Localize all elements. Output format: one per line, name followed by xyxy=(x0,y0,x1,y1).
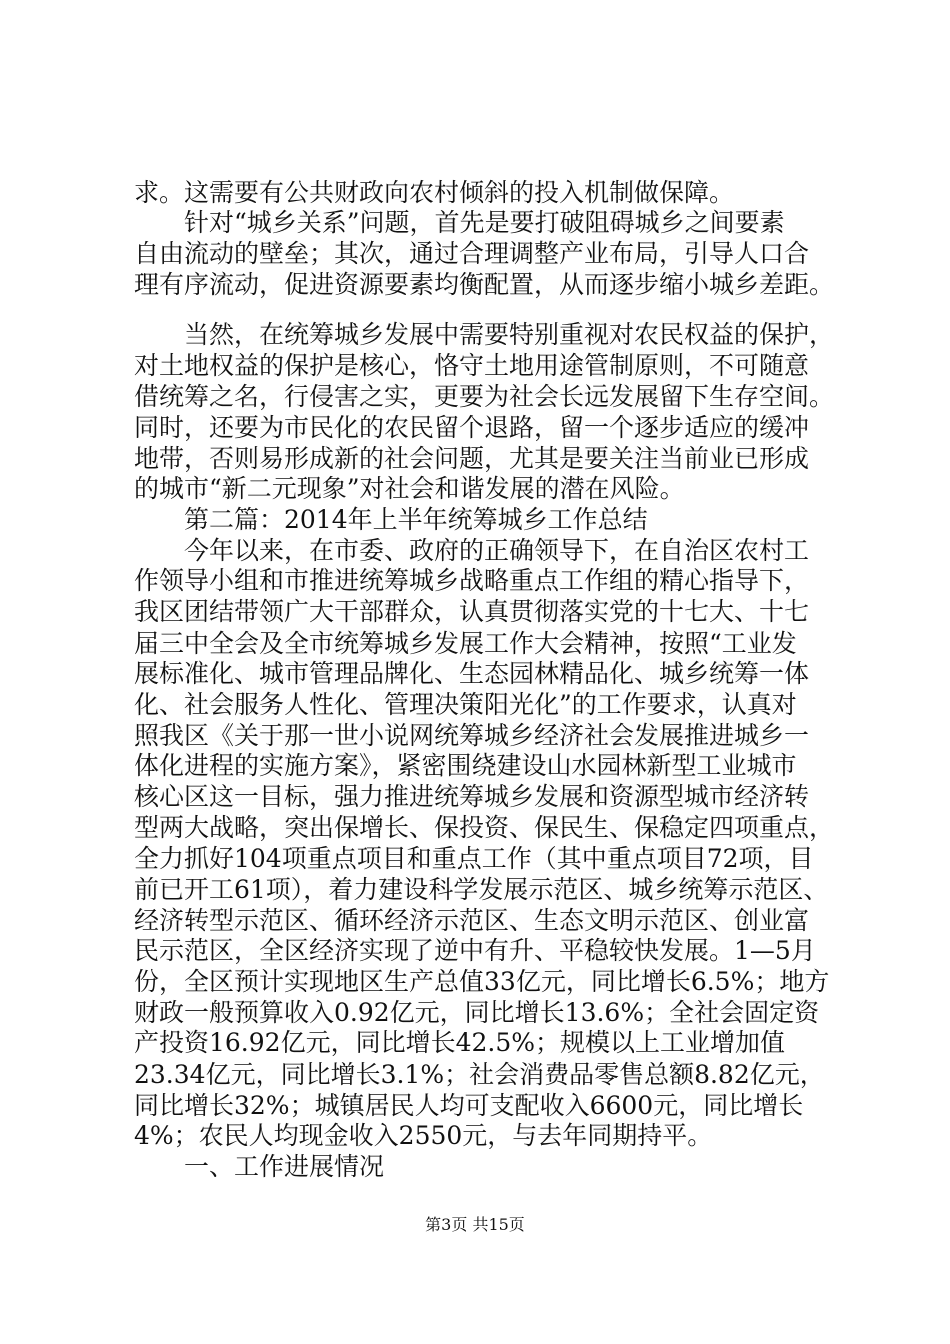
body-text-line: 地带，否则易形成新的社会问题，尤其是要关注当前业已形成 xyxy=(134,443,810,473)
body-text-line: 自由流动的壁垒；其次，通过合理调整产业布局，引导人口合 xyxy=(134,239,810,269)
body-text-line: 化、社会服务人性化、管理决策阳光化”的工作要求，认真对 xyxy=(134,689,797,719)
body-text-line: 同时，还要为市民化的农民留个退路，留一个逐步适应的缓冲 xyxy=(134,412,810,442)
body-text-line: 理有序流动，促进资源要素均衡配置，从而逐步缩小城乡差距。 xyxy=(134,270,835,300)
section-heading: 一、工作进展情况 xyxy=(134,1152,385,1181)
body-text-line: 前已开工61项），着力建设科学发展示范区、城乡统筹示范区、 xyxy=(134,874,829,904)
body-text-line: 届三中全会及全市统筹城乡发展工作大会精神，按照“工业发 xyxy=(134,628,797,658)
body-text-line: 作领导小组和市推进统筹城乡战略重点工作组的精心指导下， xyxy=(134,566,810,596)
body-text-line: 体化进程的实施方案》，紧密围绕建设山水园林新型工业城市 xyxy=(134,751,797,781)
body-text-line: 的城市“新二元现象”对社会和谐发展的潜在风险。 xyxy=(134,473,685,503)
body-text-line: 我区团结带领广大干部群众，认真贯彻落实党的十七大、十七 xyxy=(134,597,810,627)
body-text-line: 对土地权益的保护是核心，恪守土地用途管制原则，不可随意 xyxy=(134,351,810,381)
body-text-line: 同比增长32%；城镇居民人均可支配收入6600元，同比增长 xyxy=(134,1090,804,1120)
body-text-line: 4%；农民人均现金收入2550元，与去年同期持平。 xyxy=(134,1120,713,1150)
body-text-line: 全力抓好104项重点项目和重点工作（其中重点项目72项，目 xyxy=(134,843,814,873)
body-text-line: 经济转型示范区、循环经济示范区、生态文明示范区、创业富 xyxy=(134,905,810,935)
body-text-line: 针对“城乡关系”问题，首先是要打破阻碍城乡之间要素 xyxy=(134,208,785,238)
body-text-line: 当然，在统筹城乡发展中需要特别重视对农民权益的保护， xyxy=(134,320,835,350)
body-text-line: 展标准化、城市管理品牌化、生态园林精品化、城乡统筹一体 xyxy=(134,658,810,688)
page-number-footer: 第3页 共15页 xyxy=(425,1215,525,1234)
body-text-line: 今年以来，在市委、政府的正确领导下，在自治区农村工 xyxy=(134,536,810,566)
body-text-line: 核心区这一目标，强力推进统筹城乡发展和资源型城市经济转 xyxy=(134,782,810,812)
body-text-line: 求。这需要有公共财政向农村倾斜的投入机制做保障。 xyxy=(134,178,735,207)
section-heading: 第二篇：2014年上半年统筹城乡工作总结 xyxy=(134,505,648,535)
body-text-line: 份，全区预计实现地区生产总值33亿元，同比增长6.5%；地方 xyxy=(134,967,830,997)
body-text-line: 产投资16.92亿元，同比增长42.5%；规模以上工业增加值 xyxy=(134,1028,785,1058)
body-text-line: 照我区《关于那一世小说网统筹城乡经济社会发展推进城乡一 xyxy=(134,720,810,750)
body-text-line: 23.34亿元，同比增长3.1%；社会消费品零售总额8.82亿元， xyxy=(134,1059,825,1089)
body-text-line: 财政一般预算收入0.92亿元，同比增长13.6%；全社会固定资 xyxy=(134,998,820,1028)
body-text-line: 借统筹之名，行侵害之实，更要为社会长远发展留下生存空间。 xyxy=(134,381,835,411)
body-text-line: 型两大战略，突出保增长、保投资、保民生、保稳定四项重点， xyxy=(134,813,835,843)
body-text-line: 民示范区，全区经济实现了逆中有升、平稳较快发展。1—5月 xyxy=(134,936,816,966)
